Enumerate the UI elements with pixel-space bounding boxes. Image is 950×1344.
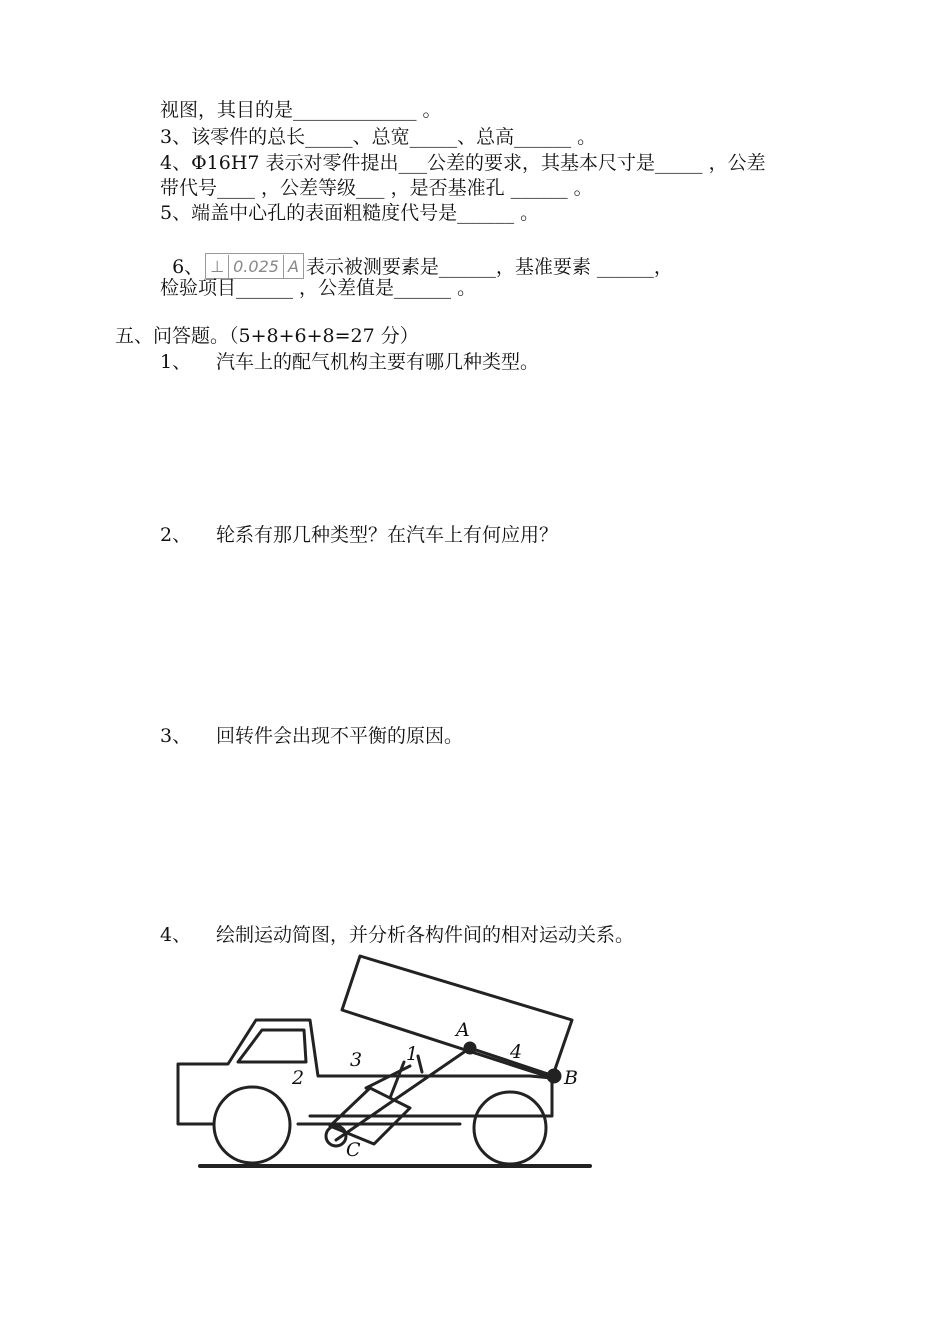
- question-4-number: 4、: [160, 924, 192, 946]
- dump-body: [342, 956, 572, 1078]
- question-3-text: 回转件会出现不平衡的原因。: [216, 725, 464, 747]
- front-wheel: [214, 1087, 290, 1163]
- question-4-text: 绘制运动简图，并分析各构件间的相对运动关系。: [216, 924, 635, 946]
- label-3: 3: [350, 1049, 363, 1071]
- q4-text-line2: 带代号____ ，公差等级___ ，是否基准孔 ______ 。: [160, 177, 593, 199]
- q5-text: 5、端盖中心孔的表面粗糙度代号是______ 。: [160, 202, 540, 224]
- perpendicularity-icon: ⊥: [206, 255, 229, 279]
- pivot-b: [548, 1070, 560, 1082]
- label-c: C: [346, 1139, 361, 1161]
- q6-number: 6、: [172, 256, 204, 278]
- q2-continuation: 视图，其目的是_____________ 。: [160, 99, 442, 121]
- tolerance-value: 0.025: [229, 255, 284, 279]
- datum-letter: A: [287, 257, 299, 276]
- question-2-text: 轮系有那几种类型？在汽车上有何应用？: [216, 524, 559, 546]
- label-2: 2: [292, 1067, 305, 1089]
- question-3-number: 3、: [160, 725, 192, 747]
- q3-text: 3、该零件的总长_____、总宽_____、总高______ 。: [160, 126, 597, 148]
- rear-wheel: [474, 1092, 546, 1164]
- q6-text: 表示被测要素是______，基准要素 ______，: [305, 256, 673, 278]
- question-1-text: 汽车上的配气机构主要有哪几种类型。: [216, 351, 540, 373]
- q6-line: [160, 231, 673, 281]
- question-1-number: 1、: [160, 351, 192, 373]
- dump-truck-figure: [160, 948, 600, 1198]
- section5-title: 五、问答题。（5+8+6+8=27 分）: [115, 325, 419, 347]
- label-a: A: [456, 1019, 470, 1041]
- label-1: 1: [406, 1043, 419, 1065]
- pivot-a: [465, 1043, 475, 1053]
- truck-cab: [178, 1020, 552, 1124]
- question-2-number: 2、: [160, 524, 192, 546]
- label-b: B: [564, 1067, 578, 1089]
- label-4: 4: [510, 1041, 523, 1063]
- q6-text-line2: 检验项目______ ，公差值是______ 。: [160, 277, 477, 299]
- q4-text-line1: 4、Φ16H7 表示对零件提出___公差的要求，其基本尺寸是_____ ，公差: [160, 152, 766, 174]
